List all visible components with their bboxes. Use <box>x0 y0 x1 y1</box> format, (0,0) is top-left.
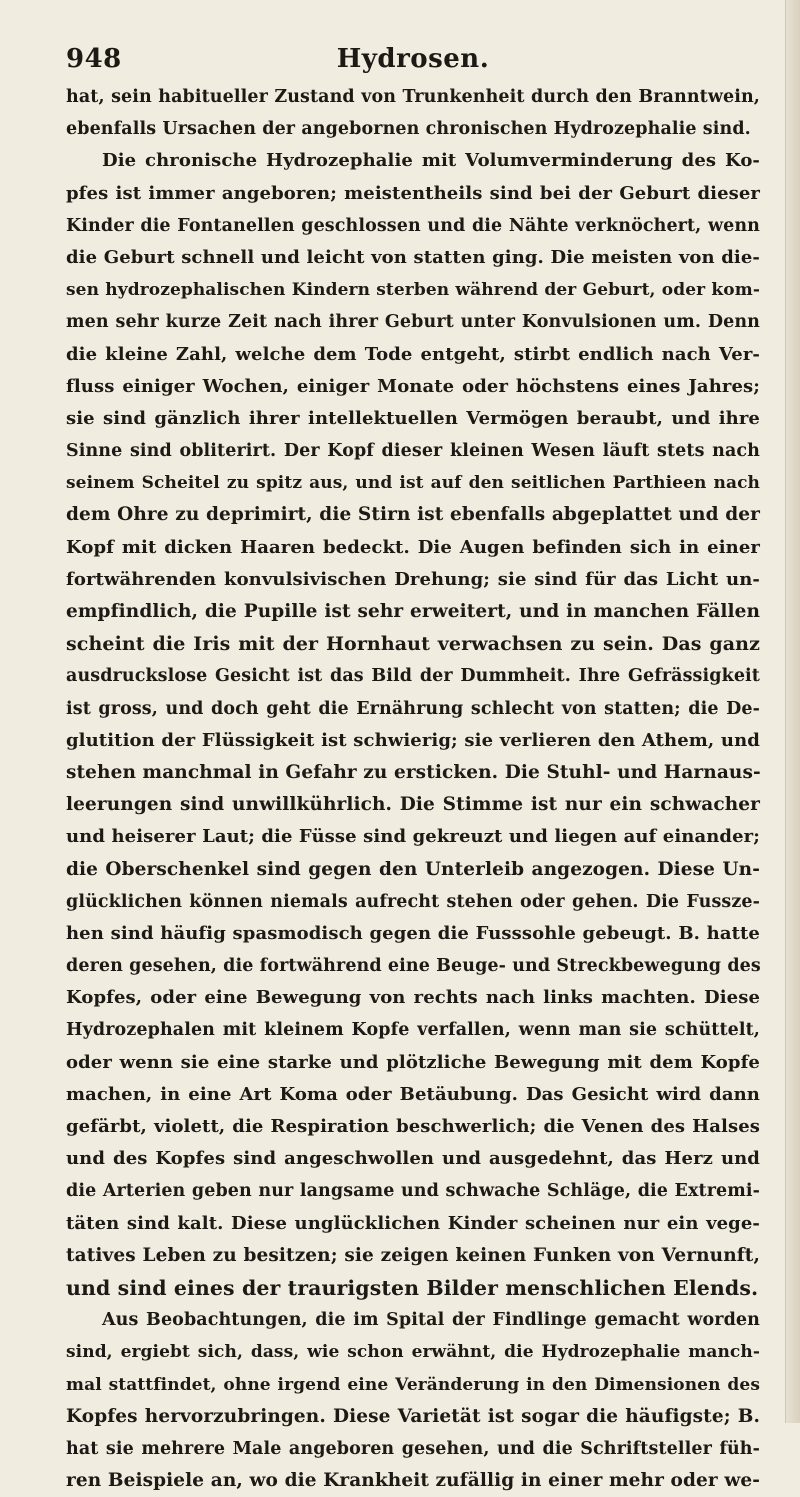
text-line: Hydrozephalen mit kleinem Kopfe verfallen, wenn man sie schüttelt, <box>66 1020 760 1041</box>
text-line: pfes ist immer angeboren; meistentheils sind bei der Geburt dieser <box>66 182 760 204</box>
page-edge <box>785 0 800 1423</box>
text-line: fortwährenden konvulsivischen Drehung; sie sind für das Licht un- <box>66 568 760 590</box>
text-line: machen, in eine Art Koma oder Betäubung. Das Gesicht wird dann <box>66 1083 760 1105</box>
text-line: Aus Beobachtungen, die im Spital der Findlinge gemacht worden <box>102 1310 760 1331</box>
text-line: mal stattfindet, ohne irgend eine Veränderung in den Dimensionen des <box>66 1374 760 1395</box>
text-line: und des Kopfes sind angeschwollen und ausgedehnt, das Herz und <box>66 1148 760 1170</box>
text-line: Kopf mit dicken Haaren bedeckt. Die Augen befinden sich in einer <box>66 536 760 558</box>
text-line: tatives Leben zu besitzen; sie zeigen keinen Funken von Vernunft, <box>66 1244 760 1266</box>
text-line: Kopfes, oder eine Bewegung von rechts nach links machten. Diese <box>66 987 760 1009</box>
text-line: glutition der Flüssigkeit ist schwierig; sie verlieren den Athem, und <box>66 729 760 751</box>
text-line: fluss einiger Wochen, einiger Monate oder höchstens eines Jahres; <box>66 375 760 397</box>
body-text <box>66 81 760 1497</box>
text-line: ausdruckslose Gesicht ist das Bild der Dummheit. Ihre Gefrässigkeit <box>66 666 760 687</box>
text-line: deren gesehen, die fortwährend eine Beuge- und Streckbewegung des <box>66 956 761 977</box>
text-line: ist gross, und doch geht die Ernährung schlecht von statten; die De- <box>66 698 760 719</box>
text-line: sen hydrozephalischen Kindern sterben während der Geburt, oder kom- <box>66 280 760 301</box>
text-line: oder wenn sie eine starke und plötzliche Bewegung mit dem Kopfe <box>66 1051 760 1073</box>
text-line: sie sind gänzlich ihrer intellektuellen Vermögen beraubt, und ihre <box>66 407 760 429</box>
text-line: scheint die Iris mit der Hornhaut verwachsen zu sein. Das ganz <box>66 633 760 656</box>
text-line: und heiserer Laut; die Füsse sind gekreuzt und liegen auf einander; <box>66 826 760 848</box>
text-line: ebenfalls Ursachen der angebornen chronischen Hydrozephalie sind. <box>66 119 751 140</box>
text-line: täten sind kalt. Diese unglücklichen Kinder scheinen nur ein vege- <box>66 1212 760 1234</box>
text-line: Sinne sind obliterirt. Der Kopf dieser kleinen Wesen läuft stets nach <box>66 441 760 462</box>
text-line: die kleine Zahl, welche dem Tode entgeht, stirbt endlich nach Ver- <box>66 343 760 365</box>
text-line: glücklichen können niemals aufrecht stehen oder gehen. Die Fussze- <box>66 891 760 912</box>
text-line: seinem Scheitel zu spitz aus, und ist auf den seitlichen Parthieen nach <box>66 473 760 494</box>
text-line: die Arterien geben nur langsame und schwache Schläge, die Extremi- <box>66 1181 760 1202</box>
text-line: empfindlich, die Pupille ist sehr erweitert, und in manchen Fällen <box>66 601 760 622</box>
page-number: 948 <box>66 44 122 74</box>
text-line: die Geburt schnell und leicht von statten ging. Die meisten von die- <box>66 246 760 268</box>
running-head: Hydrosen. <box>336 44 490 74</box>
text-line: hen sind häufig spasmodisch gegen die Fusssohle gebeugt. B. hatte <box>66 922 760 944</box>
text-line: stehen manchmal in Gefahr zu ersticken. Die Stuhl- und Harnaus- <box>66 761 761 783</box>
text-line: die Oberschenkel sind gegen den Unterleib angezogen. Diese Un- <box>66 858 760 880</box>
text-line: leerungen sind unwillkührlich. Die Stimme ist nur ein schwacher <box>66 794 760 816</box>
text-line: dem Ohre zu deprimirt, die Stirn ist ebenfalls abgeplattet und der <box>66 504 760 526</box>
text-line: men sehr kurze Zeit nach ihrer Geburt unter Konvulsionen um. Denn <box>66 312 760 333</box>
text-line: gefärbt, violett, die Respiration beschwerlich; die Venen des Halses <box>66 1116 760 1137</box>
page-header <box>66 44 760 84</box>
text-line: hat, sein habitueller Zustand von Trunkenheit durch den Branntwein, <box>66 87 760 107</box>
text-line: sind, ergiebt sich, dass, wie schon erwähnt, die Hydrozephalie manch- <box>66 1342 760 1363</box>
text-line: und sind eines der traurigsten Bilder menschlichen Elends. <box>66 1275 759 1300</box>
text-line: ren Beispiele an, wo die Krankheit zufällig in einer mehr oder we- <box>66 1470 760 1492</box>
text-line: Kopfes hervorzubringen. Diese Varietät ist sogar die häufigste; B. <box>66 1405 760 1427</box>
text-line: Kinder die Fontanellen geschlossen und die Nähte verknöchert, wenn <box>66 215 760 236</box>
text-line: hat sie mehrere Male angeboren gesehen, und die Schriftsteller füh- <box>66 1438 760 1459</box>
text-line: Die chronische Hydrozephalie mit Volumverminderung des Ko- <box>102 150 760 172</box>
